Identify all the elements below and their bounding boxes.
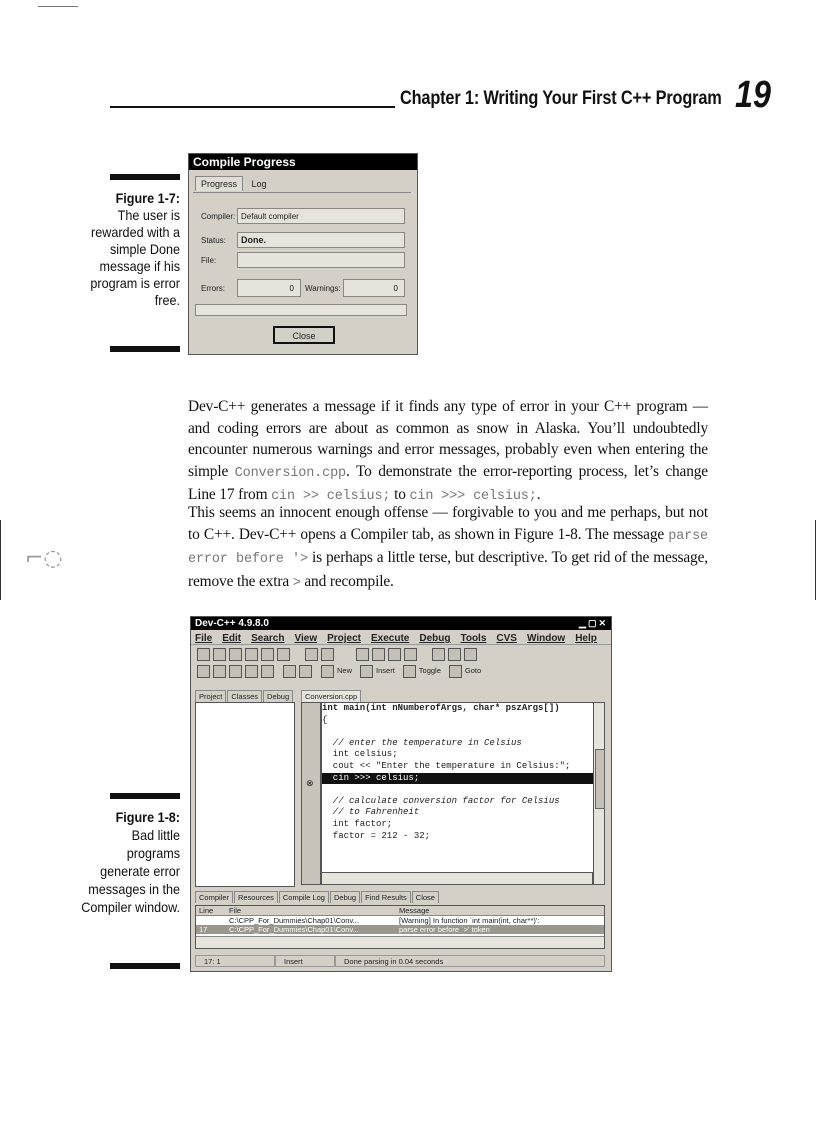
tab-conversion-cpp[interactable]: Conversion.cpp — [301, 690, 361, 702]
registration-mark-icon: ⌐◌ — [25, 546, 63, 571]
p2-text-c: and recompile. — [300, 572, 394, 590]
toolbar-find-icon[interactable] — [356, 648, 369, 661]
cell-file: C:\CPP_For_Dummies\Chap01\Conv... — [229, 916, 359, 925]
devcpp-title: Dev-C++ 4.9.8.0 — [195, 618, 269, 629]
grid-header — [196, 906, 604, 916]
status-position: 17: 1 — [195, 955, 275, 967]
crop-mark-left — [0, 520, 1, 600]
p1-text-c: to — [390, 486, 410, 503]
status-field: Done. — [237, 232, 405, 248]
menu-edit[interactable]: Edit — [222, 633, 242, 644]
figure-label-2: Figure 1-8: — [115, 809, 180, 825]
window-title: Compile Progress — [189, 154, 417, 170]
status-bar — [195, 955, 605, 967]
p2-text-b: is perhaps a little terse, but descriptive. To get rid of the message, remove the extra — [188, 549, 708, 590]
toolbar-new-icon[interactable] — [229, 648, 242, 661]
cell-message: parse error before `>' token — [399, 925, 490, 934]
p1-code-filename: Conversion.cpp — [234, 465, 346, 481]
toolbar-main — [191, 644, 611, 662]
devcpp-window — [190, 616, 612, 972]
compiler-messages-grid — [195, 905, 605, 949]
new-icon — [321, 665, 334, 678]
tab-log[interactable]: Log — [251, 179, 267, 189]
toolbar-goto-icon[interactable] — [404, 648, 417, 661]
caption-rule-bottom-2 — [110, 963, 180, 969]
code-line: // to Fahrenheit — [322, 807, 420, 818]
code-line: int factor; — [322, 818, 393, 829]
file-field — [237, 252, 405, 268]
window-controls-icon[interactable]: ▁▢✕ — [579, 618, 608, 628]
caption-rule-top — [110, 174, 180, 180]
toolbar-open-icon[interactable] — [197, 648, 210, 661]
toolbar-redo-icon[interactable] — [321, 648, 334, 661]
menu-execute[interactable]: Execute — [371, 633, 410, 644]
tab-debug-bottom[interactable]: Debug — [330, 891, 360, 903]
toolbar-close-icon[interactable] — [261, 648, 274, 661]
code-line: int main(int nNumberofArgs, char* pszArgs[]) — [322, 703, 560, 713]
figure-caption-text-2: Bad little programs generate error messages in the Compiler window. — [81, 827, 180, 915]
status-mode: Insert — [275, 955, 335, 967]
status-message: Done parsing in 0.04 seconds — [335, 955, 605, 967]
code-editor[interactable] — [321, 702, 595, 874]
menu-tools[interactable]: Tools — [460, 633, 487, 644]
tab-find-results[interactable]: Find Results — [361, 891, 411, 903]
status-label: Status: — [201, 236, 226, 245]
tab-resources[interactable]: Resources — [234, 891, 278, 903]
progress-bar — [195, 304, 407, 316]
tab-divider — [193, 192, 411, 193]
menu-cvs[interactable]: CVS — [496, 633, 517, 644]
toggle-icon — [403, 665, 416, 678]
toolbar-insert-button[interactable]: Insert — [376, 666, 395, 675]
warnings-field: 0 — [343, 279, 405, 297]
scrollbar-thumb[interactable] — [595, 749, 605, 809]
figure-1-7-caption — [81, 190, 180, 309]
toolbar-help-icon[interactable] — [283, 665, 296, 678]
figure-caption-text: The user is rewarded with a simple Done message if his program is error free. — [90, 207, 180, 308]
toolbar-compilerun-icon[interactable] — [229, 665, 242, 678]
toolbar-print-icon[interactable] — [277, 648, 290, 661]
grid-horizontal-scrollbar[interactable] — [196, 936, 604, 948]
tab-close[interactable]: Close — [412, 891, 439, 903]
page-number: 19 — [735, 74, 771, 116]
toolbar-findnext-icon[interactable] — [388, 648, 401, 661]
p1-code-changed: cin >>> celsius; — [409, 489, 537, 504]
table-row[interactable] — [196, 916, 604, 925]
toolbar-save-icon[interactable] — [213, 648, 226, 661]
toolbar-replace-icon[interactable] — [372, 648, 385, 661]
menu-file[interactable]: File — [195, 633, 213, 644]
figure-label: Figure 1-7: — [115, 190, 180, 206]
menu-search[interactable]: Search — [251, 633, 285, 644]
p1-text-d: . — [536, 486, 541, 503]
errors-label: Errors: — [201, 284, 225, 293]
project-tree-panel[interactable] — [195, 702, 295, 887]
editor-vertical-scrollbar[interactable] — [593, 702, 605, 885]
chapter-title: Chapter 1: Writing Your First C++ Program — [400, 88, 722, 109]
p2-code-char: > — [292, 575, 301, 591]
tab-classes[interactable]: Classes — [227, 690, 262, 702]
toolbar-forward-icon[interactable] — [448, 648, 461, 661]
p1-text-b: . To demonstrate the error-reporting process, let’s change Line 17 from — [188, 462, 708, 503]
menu-view[interactable]: View — [294, 633, 318, 644]
toolbar-new-button[interactable]: New — [337, 666, 353, 675]
code-line — [322, 726, 594, 738]
tab-project[interactable]: Project — [195, 690, 226, 702]
tab-compile-log[interactable]: Compile Log — [279, 891, 329, 903]
tab-debug[interactable]: Debug — [263, 690, 293, 702]
paragraph-2 — [188, 502, 708, 594]
compile-progress-window — [188, 153, 418, 355]
bottom-tabs — [195, 891, 440, 903]
toolbar-back-icon[interactable] — [432, 648, 445, 661]
errors-field: 0 — [237, 279, 301, 297]
toolbar-goto-button[interactable]: Goto — [464, 666, 482, 675]
devcpp-titlebar — [191, 617, 611, 630]
p2-text-a: This seems an innocent enough offense — forgivable to you and me perhaps, but not to C++. Dev-C++ opens a Compiler tab, as shown in Figure 1-8. The message — [188, 504, 708, 543]
close-button[interactable]: Close — [273, 326, 335, 344]
col-file: File — [229, 906, 242, 915]
goto-icon — [449, 665, 462, 678]
col-line: Line — [199, 906, 214, 915]
toolbar-saveall-icon[interactable] — [245, 648, 258, 661]
warnings-label: Warnings: — [305, 284, 341, 293]
compiler-label: Compiler: — [201, 212, 236, 221]
code-line-error-highlight: cin >>> celsius; — [322, 773, 594, 785]
tab-progress[interactable]: Progress — [195, 176, 243, 191]
error-marker-icon: ⊗ — [306, 778, 314, 788]
code-line: // enter the temperature in Celsius — [322, 737, 522, 748]
toolbar-toggle-button[interactable]: Toggle — [418, 666, 441, 675]
toolbar-bookmark-icon[interactable] — [464, 648, 477, 661]
code-line: { — [322, 714, 328, 725]
compiler-field: Default compiler — [237, 208, 405, 224]
top-crop-rule — [38, 6, 78, 7]
menu-window[interactable]: Window — [526, 633, 566, 644]
cell-line — [196, 916, 229, 925]
cell-line: 17 — [199, 925, 208, 934]
caption-rule-top-2 — [110, 793, 180, 799]
menu-project[interactable]: Project — [327, 633, 361, 644]
p2-code-error: parse error before '> — [188, 528, 708, 567]
menu-bar — [191, 630, 611, 644]
cell-file: C:\CPP_For_Dummies\Chap01\Conv... — [229, 925, 359, 934]
toolbar-about-icon[interactable] — [299, 665, 312, 678]
editor-gutter — [301, 702, 321, 885]
insert-icon — [360, 665, 373, 678]
caption-rule-bottom — [110, 346, 180, 352]
toolbar-compile-icon[interactable] — [197, 665, 210, 678]
toolbar-run-icon[interactable] — [213, 665, 226, 678]
code-line: factor = 212 - 32; — [322, 830, 431, 841]
header-rule — [110, 106, 395, 108]
code-line: // calculate conversion factor for Celsius — [322, 795, 560, 806]
toolbar-undo-icon[interactable] — [305, 648, 318, 661]
col-message: Message — [399, 906, 430, 915]
code-line: int celsius; — [322, 749, 398, 760]
toolbar-check-icon[interactable] — [261, 665, 274, 678]
menu-help[interactable]: Help — [575, 633, 597, 644]
editor-horizontal-scrollbar[interactable] — [321, 872, 593, 885]
file-label: File: — [201, 256, 217, 265]
p1-code-original: cin >> celsius; — [271, 489, 391, 504]
code-line: cout << "Enter the temperature in Celsius:"; — [322, 760, 571, 771]
cell-message: [Warning] In function `int main(int, char**)': — [399, 916, 540, 925]
tab-compiler[interactable]: Compiler — [195, 891, 233, 903]
p1-text-a: Dev-C++ generates a message if it finds any type of error in your C++ program — and coding errors are about as common as snow in Alaska. You’ll undoubtedly encounter numerous warnings and error messages, probably even when entering the simple — [188, 398, 708, 480]
code-line — [322, 784, 594, 796]
menu-debug[interactable]: Debug — [419, 633, 451, 644]
table-row-selected[interactable] — [196, 925, 604, 934]
toolbar-rebuild-icon[interactable] — [245, 665, 258, 678]
paragraph-1 — [188, 396, 708, 508]
figure-1-8-caption — [81, 808, 180, 916]
